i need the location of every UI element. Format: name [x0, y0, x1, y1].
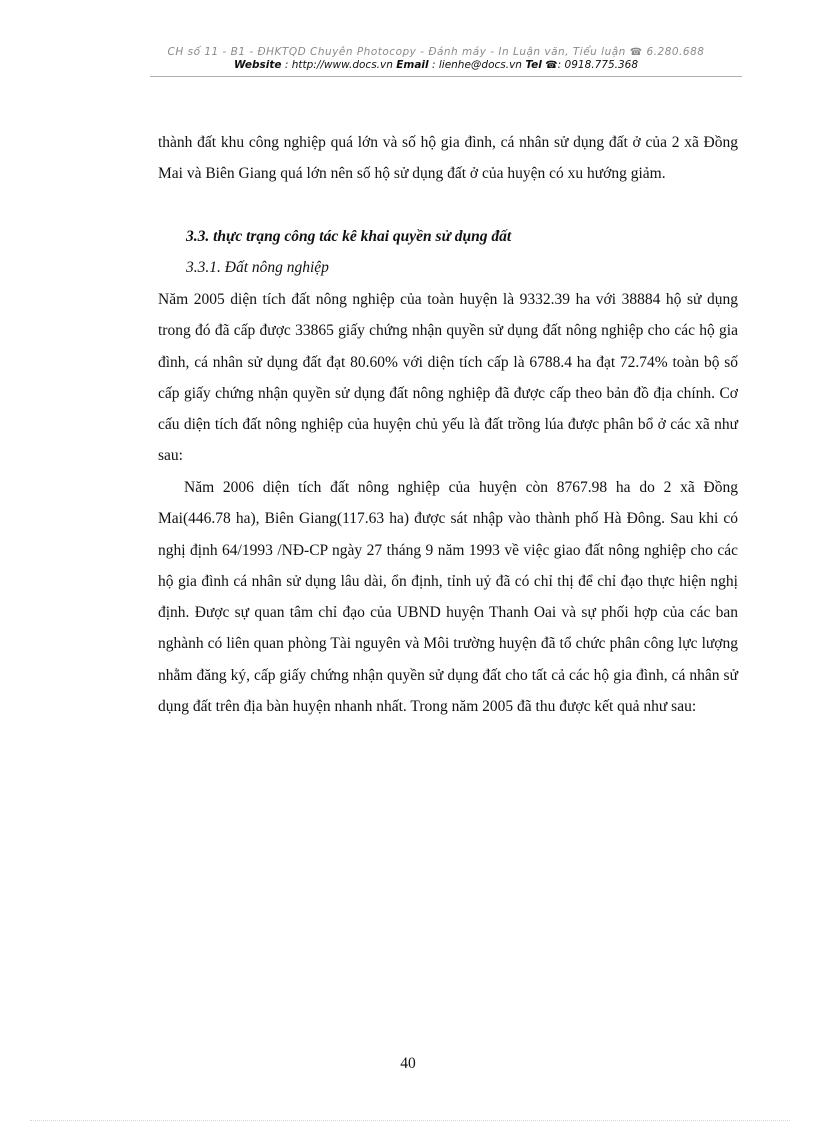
- section-heading: 3.3. thực trạng công tác kê khai quyền sử dụng đất: [186, 228, 512, 245]
- phone-icon: ☎: [545, 60, 558, 71]
- header-shop-info: CH số 11 - B1 - ĐHKTQD Chuyên Photocopy - Đánh máy - In Luận văn, Tiểu luận: [167, 46, 626, 58]
- subsection-heading: 3.3.1. Đất nông nghiệp: [186, 259, 329, 276]
- paragraph-intro: thành đất khu công nghiệp quá lớn và số hộ gia đình, cá nhân sử dụng đất ở của 2 xã Đồng Mai và Biên Giang quá lớn nên số hộ sử dụng đất ở của huyện có xu hướng giảm.: [158, 134, 738, 183]
- header-phone-1: 6.280.688: [646, 46, 705, 58]
- header-line-1: [130, 46, 742, 58]
- header-divider: [150, 76, 742, 77]
- tel-label: Tel: [525, 59, 542, 71]
- website-label: Website: [233, 59, 282, 71]
- phone-icon: ☎: [629, 47, 643, 58]
- page-bottom-border: [30, 1120, 790, 1121]
- header-phone-2: : 0918.775.368: [557, 59, 639, 71]
- header-line-2: [130, 59, 742, 71]
- email-link[interactable]: : lienhe@docs.vn: [431, 59, 522, 71]
- website-link[interactable]: : http://www.docs.vn: [284, 59, 393, 71]
- paragraph-2006: [158, 472, 738, 722]
- paragraph-2006-text: Năm 2006 diện tích đất nông nghiệp của huyện còn 8767.98 ha do 2 xã Đồng Mai(446.78 ha), Biên Giang(117.63 ha) được sát nhập vào thành phố Hà Đông. Sau khi có nghị định 64/1993 /NĐ-CP ngày 27 tháng 9 năm 1993 về việc giao đất nông nghiệp cho các hộ gia đình cá nhân sử dụng lâu dài, ổn định, tỉnh uỷ đã có chỉ thị để chỉ đạo thực hiện nghị định. Được sự quan tâm chỉ đạo của UBND huyện Thanh Oai và sự phối hợp của các ban nghành có liên quan phòng Tài nguyên và Môi trường huyện đã tổ chức phân công lực lượng nhằm đăng ký, cấp giấy chứng nhận quyền sử dụng đất cho tất cả các hộ gia đình, cá nhân sử dụng đất trên địa bàn huyện nhanh nhất. Trong năm 2005 đã thu được kết quả như sau:: [158, 479, 738, 716]
- page-header: [130, 46, 742, 71]
- page-number: 40: [400, 1055, 416, 1072]
- paragraph-2005: Năm 2005 diện tích đất nông nghiệp của toàn huyện là 9332.39 ha với 38884 hộ sử dụng trong đó đã cấp được 33865 giấy chứng nhận quyền sử dụng đất nông nghiệp cho các hộ gia đình, cá nhân sử dụng đất đạt 80.60% với diện tích cấp là 6788.4 ha đạt 72.74% toàn bộ số cấp giấy chứng nhận quyền sử dụng đất nông nghiệp đã được cấp theo bản đồ địa chính. Cơ cấu diện tích đất nông nghiệp của huyện chủ yếu là đất trồng lúa được phân bổ ở các xã như sau:: [158, 291, 738, 465]
- email-label: Email: [396, 59, 429, 71]
